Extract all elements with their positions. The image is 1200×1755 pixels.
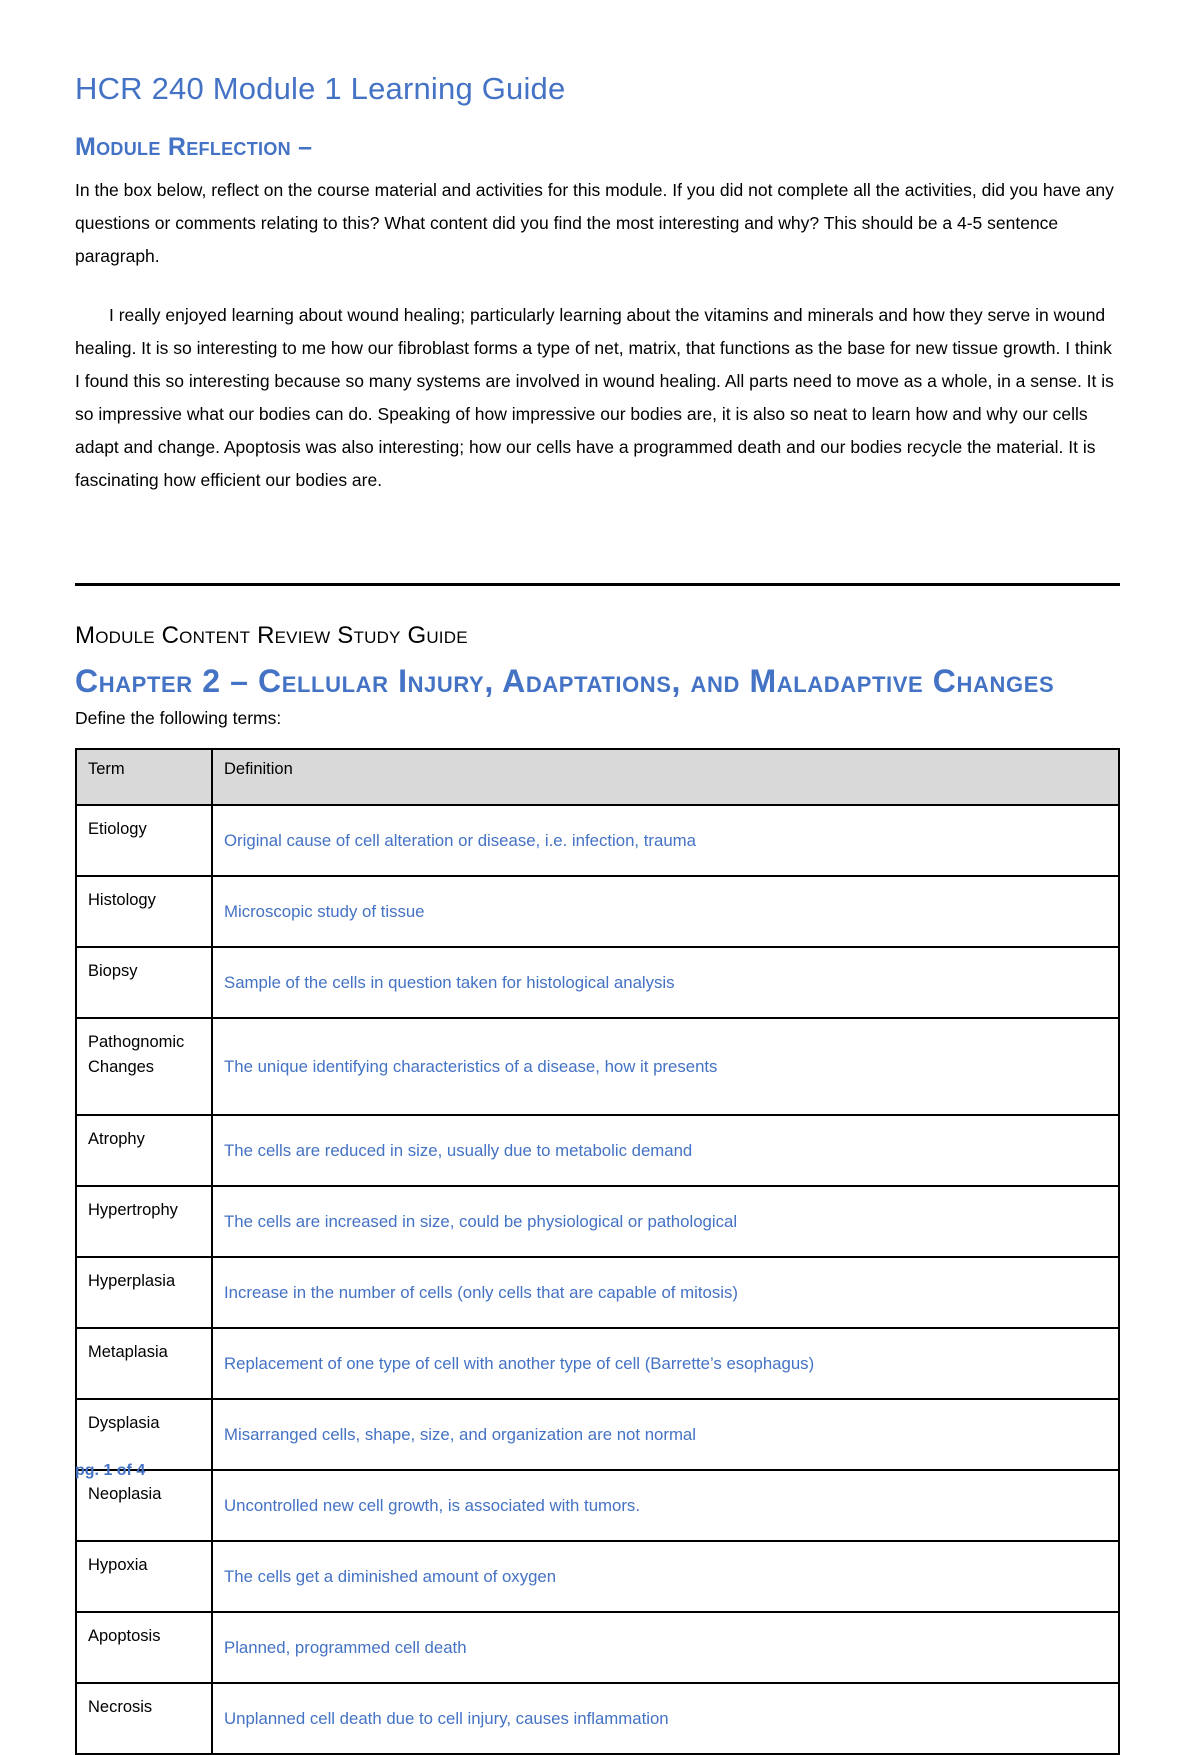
document-body [75,0,1120,1755]
terms-table-body [76,805,1119,1754]
table-header-row [76,749,1119,805]
column-header-definition: Definition [212,749,1119,805]
definition-cell[interactable]: Replacement of one type of cell with another type of cell (Barrette’s esophagus) [212,1328,1119,1399]
definition-cell[interactable]: The cells are increased in size, could be physiological or pathological [212,1186,1119,1257]
chapter-heading: Chapter 2 – Cellular Injury, Adaptations, and Maladaptive Changes [75,662,1055,699]
definition-cell[interactable]: The unique identifying characteristics of a disease, how it presents [212,1018,1119,1115]
term-cell: Biopsy [76,947,212,1018]
definition-cell[interactable]: The cells are reduced in size, usually due to metabolic demand [212,1115,1119,1186]
term-cell: Pathognomic Changes [76,1018,212,1115]
page-title: HCR 240 Module 1 Learning Guide [75,71,566,106]
section-divider [75,583,1120,586]
table-row [76,947,1119,1018]
term-cell: Apoptosis [76,1612,212,1683]
table-row [76,1612,1119,1683]
module-reflection-heading: Module Reflection – [75,133,313,162]
definition-cell[interactable]: Unplanned cell death due to cell injury, causes inflammation [212,1683,1119,1754]
table-row [76,1115,1119,1186]
define-terms-instruction: Define the following terms: [75,707,282,728]
table-row [76,1541,1119,1612]
table-row [76,1257,1119,1328]
table-row [76,1186,1119,1257]
term-cell: Dysplasia [76,1399,212,1470]
definition-cell[interactable]: Misarranged cells, shape, size, and organization are not normal [212,1399,1119,1470]
table-row [76,1018,1119,1115]
definition-cell[interactable]: Sample of the cells in question taken for histological analysis [212,947,1119,1018]
table-row [76,805,1119,876]
page-footer: pg. 1 of 4 [75,1462,146,1479]
term-cell: Atrophy [76,1115,212,1186]
term-cell: Hypoxia [76,1541,212,1612]
term-cell: Hypertrophy [76,1186,212,1257]
reflection-response-text: I really enjoyed learning about wound healing; particularly learning about the vitamins and minerals and how they serve in wound healing. It is so interesting to me how our fibroblast forms a type of net, matrix, that functions as the base for new tissue growth. I think I found this so interesting because so many systems are involved in wound healing. All parts need to move as a whole, in a sense. It is so impressive what our bodies can do. Speaking of how impressive our bodies are, it is also so neat to learn how and why our cells adapt and change. Apoptosis was also interesting; how our cells have a programmed death and our bodies recycle the material. It is fascinating how efficient our bodies are. [75,304,1114,490]
definition-cell[interactable]: Original cause of cell alteration or disease, i.e. infection, trauma [212,805,1119,876]
table-row [76,1470,1119,1541]
term-cell: Necrosis [76,1683,212,1754]
term-cell: Neoplasia [76,1470,212,1541]
table-row [76,1683,1119,1754]
terms-definitions-table [75,748,1120,1755]
column-header-term: Term [76,749,212,805]
term-cell: Metaplasia [76,1328,212,1399]
table-row [76,1328,1119,1399]
definition-cell[interactable]: Uncontrolled new cell growth, is associated with tumors. [212,1470,1119,1541]
table-row [76,1399,1119,1470]
term-cell: Histology [76,876,212,947]
study-guide-heading: Module Content Review Study Guide [75,621,468,649]
definition-cell[interactable]: Increase in the number of cells (only cells that are capable of mitosis) [212,1257,1119,1328]
definition-cell[interactable]: Planned, programmed cell death [212,1612,1119,1683]
term-cell: Etiology [76,805,212,876]
reflection-instructions: In the box below, reflect on the course material and activities for this module. If you did not complete all the activities, did you have any questions or comments relating to this? What content did you find the most interesting and why? This should be a 4-5 sentence paragraph. [75,179,1114,266]
term-cell: Hyperplasia [76,1257,212,1328]
definition-cell[interactable]: Microscopic study of tissue [212,876,1119,947]
table-row [76,876,1119,947]
definition-cell[interactable]: The cells get a diminished amount of oxygen [212,1541,1119,1612]
